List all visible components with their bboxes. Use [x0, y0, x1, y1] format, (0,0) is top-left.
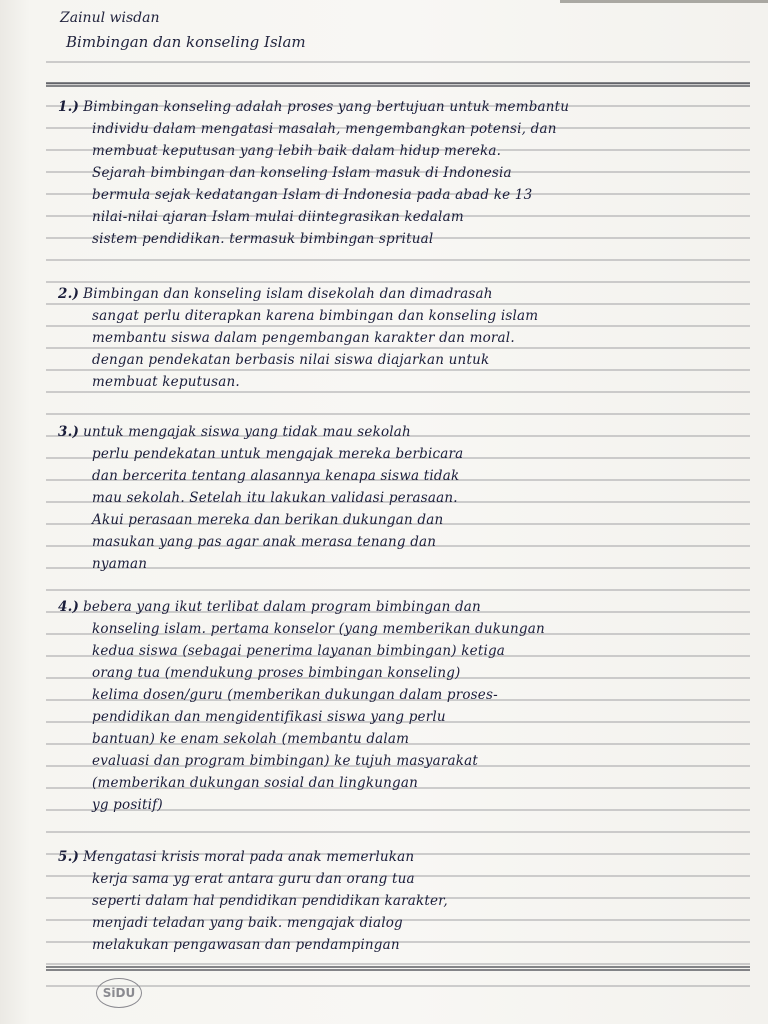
answer-line: [58, 750, 748, 772]
answer-text: seperti dalam hal pendidikan pendidikan karakter,: [92, 893, 448, 909]
page-header: [60, 6, 480, 54]
answer-line: [58, 443, 748, 465]
answer-text: sistem pendidikan. termasuk bimbingan spritual: [92, 231, 434, 247]
answer-line: [58, 706, 748, 728]
answer-text: mau sekolah. Setelah itu lakukan validasi perasaan.: [92, 490, 458, 506]
answer-line: [58, 327, 748, 349]
answer-text: (memberikan dukungan sosial dan lingkungan: [92, 775, 419, 791]
answer-text: konseling islam. pertama konselor (yang memberikan dukungan: [92, 621, 545, 637]
answer-line: [58, 934, 748, 956]
answer-text: bermula sejak kedatangan Islam di Indonesia pada abad ke 13: [92, 187, 533, 203]
answer-line: [58, 794, 748, 816]
answer-text: kerja sama yg erat antara guru dan orang tua: [92, 871, 415, 887]
answer-number: 2.): [58, 286, 80, 302]
answer-text: pendidikan dan mengidentifikasi siswa yang perlu: [92, 709, 446, 725]
answer-text: orang tua (mendukung proses bimbingan konseling): [92, 665, 461, 681]
answer-text: nilai-nilai ajaran Islam mulai diintegrasikan kedalam: [92, 209, 464, 225]
answer-line: [58, 421, 748, 443]
answer-line: [58, 662, 748, 684]
answer-text: nyaman: [92, 556, 148, 572]
answer-line: [58, 228, 748, 250]
answer-line: [58, 206, 748, 228]
answer-line: [58, 349, 748, 371]
answer-1: [58, 96, 748, 250]
answer-text: perlu pendekatan untuk mengajak mereka berbicara: [92, 446, 464, 462]
answer-line: [58, 305, 748, 327]
answer-line: [58, 465, 748, 487]
answer-line: [58, 96, 748, 118]
answer-text: Mengatasi krisis moral pada anak memerlukan: [83, 849, 415, 865]
answer-text: untuk mengajak siswa yang tidak mau sekolah: [83, 424, 411, 440]
author-name: Zainul wisdan: [60, 10, 160, 26]
subject-title: Bimbingan dan konseling Islam: [66, 33, 306, 51]
answer-text: dengan pendekatan berbasis nilai siswa diajarkan untuk: [92, 352, 490, 368]
answer-text: dan bercerita tentang alasannya kenapa siswa tidak: [92, 468, 460, 484]
answer-number: 4.): [58, 599, 80, 615]
answer-text: membantu siswa dalam pengembangan karakter dan moral.: [92, 330, 515, 346]
answer-line: [58, 728, 748, 750]
answer-text: sangat perlu diterapkan karena bimbingan dan konseling islam: [92, 308, 539, 324]
answer-text: masukan yang pas agar anak merasa tenang dan: [92, 534, 437, 550]
answer-text: Bimbingan dan konseling islam disekolah dan dimadrasah: [83, 286, 493, 302]
answer-number: 1.): [58, 99, 80, 115]
answer-text: menjadi teladan yang baik. mengajak dialog: [92, 915, 403, 931]
answer-line: [58, 618, 748, 640]
answer-text: individu dalam mengatasi masalah, mengembangkan potensi, dan: [92, 121, 557, 137]
answer-text: kelima dosen/guru (memberikan dukungan dalam proses-: [92, 687, 498, 703]
answer-line: [58, 890, 748, 912]
answer-line: [58, 846, 748, 868]
answer-text: yg positif): [92, 797, 163, 813]
scan-edge: [560, 0, 768, 3]
answer-line: [58, 371, 748, 393]
answer-line: [58, 912, 748, 934]
answer-4: [58, 596, 748, 816]
answer-text: bantuan) ke enam sekolah (membantu dalam: [92, 731, 410, 747]
answer-text: membuat keputusan.: [92, 374, 240, 390]
answer-line: [58, 531, 748, 553]
answer-line: [58, 640, 748, 662]
answer-line: [58, 487, 748, 509]
answer-text: melakukan pengawasan dan pendampingan: [92, 937, 400, 953]
answer-line: [58, 684, 748, 706]
answer-line: [58, 283, 748, 305]
answer-number: 5.): [58, 849, 80, 865]
answer-line: [58, 772, 748, 794]
answer-line: [58, 868, 748, 890]
answer-line: [58, 553, 748, 575]
answer-text: Akui perasaan mereka dan berikan dukungan dan: [92, 512, 444, 528]
answer-3: [58, 421, 748, 575]
answer-line: [58, 596, 748, 618]
answer-line: [58, 509, 748, 531]
answer-line: [58, 184, 748, 206]
answer-line: [58, 140, 748, 162]
answer-2: [58, 283, 748, 393]
answer-text: membuat keputusan yang lebih baik dalam hidup mereka.: [92, 143, 502, 159]
answer-line: [58, 162, 748, 184]
answer-text: Sejarah bimbingan dan konseling Islam masuk di Indonesia: [92, 165, 512, 181]
answer-line: [58, 118, 748, 140]
answer-number: 3.): [58, 424, 80, 440]
answer-text: bebera yang ikut terlibat dalam program bimbingan dan: [83, 599, 481, 615]
answer-text: evaluasi dan program bimbingan) ke tujuh masyarakat: [92, 753, 479, 769]
answer-text: Bimbingan konseling adalah proses yang bertujuan untuk membantu: [83, 99, 570, 115]
answer-5: [58, 846, 748, 956]
logo-text: SiDU: [102, 986, 136, 1000]
answer-text: kedua siswa (sebagai penerima layanan bimbingan) ketiga: [92, 643, 506, 659]
notebook-logo: [96, 978, 142, 1008]
